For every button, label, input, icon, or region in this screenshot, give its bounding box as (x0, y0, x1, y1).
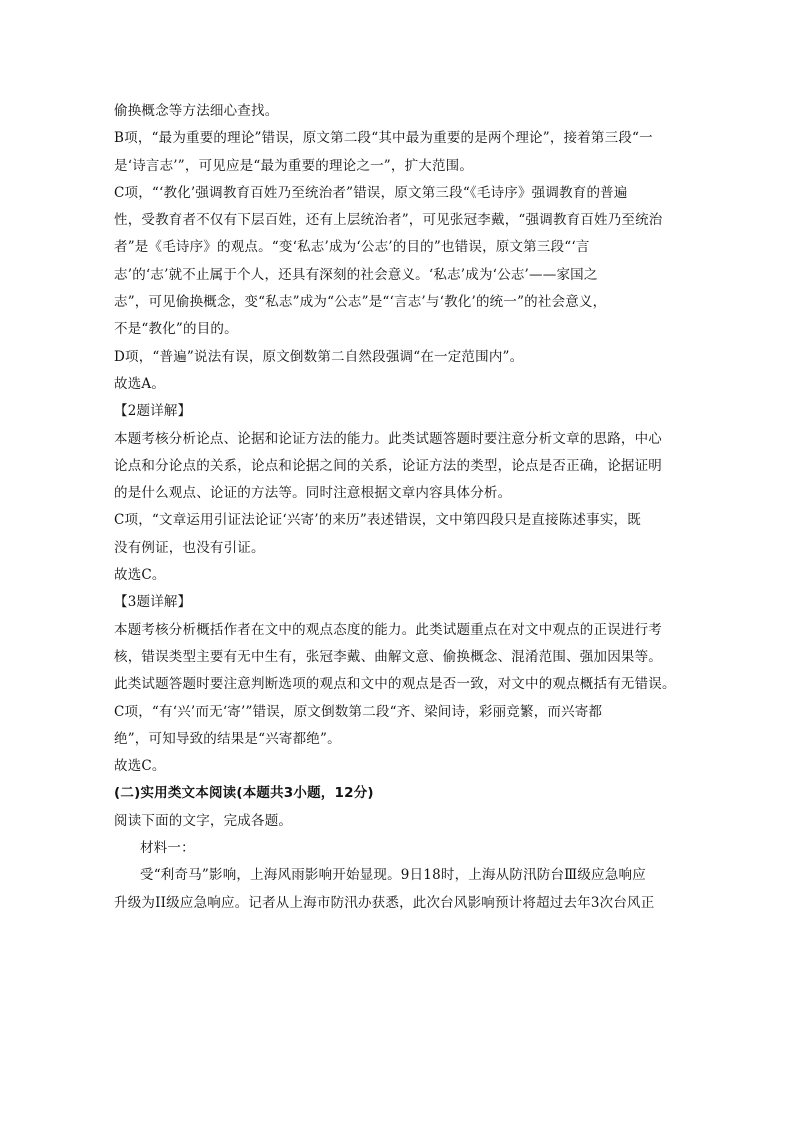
answer-line: 故选C。 (114, 758, 166, 775)
text-line: 不是“教化”的目的。 (114, 321, 238, 338)
instruction-line: 阅读下面的文字，完成各题。 (114, 812, 293, 829)
text-line: 此类试题答题时要注意判断选项的观点和文中的观点是否一致，对文中的观点概括有无错误。 (114, 676, 676, 693)
material-label: 材料一： (140, 840, 195, 857)
answer-line: 故选C。 (114, 567, 166, 584)
section-heading: 【2题详解】 (114, 403, 192, 420)
text-line: 受“利奇马”影响，上海风雨影响开始显现。9日18时，上海从防汛防台Ⅲ级应急响应 (140, 867, 646, 884)
section-heading: 【3题详解】 (114, 594, 192, 611)
text-line: 论点和分论点的关系，论点和论据之间的关系，论证方法的类型，论点是否正确，论据证明 (114, 457, 662, 474)
text-line: 升级为II级应急响应。记者从上海市防汛办获悉，此次台风影响预计将超过去年3次台风正 (114, 894, 655, 911)
text-line: 的是什么观点、论证的方法等。同时注意根据文章内容具体分析。 (114, 485, 512, 502)
part-heading: (二)实用类文本阅读(本题共3小题，12分) (114, 785, 374, 802)
text-line: D项，“普遍”说法有误，原文倒数第二自然段强调“在一定范围内”。 (114, 348, 524, 365)
text-line: 绝”，可知导致的结果是“兴寄都绝”。 (114, 730, 341, 747)
text-line: C项，“文章运用引证法论证‘兴寄’的来历”表述错误，文中第四段只是直接陈述事实，既 (114, 512, 641, 529)
text-line: 者”是《毛诗序》的观点。“变‘私志’成为‘公志’的目的”也错误，原文第三段“‘言 (114, 239, 590, 256)
text-line: 性，受教育者不仅有下层百姓，还有上层统治者”，可见张冠李戴，“强调教育百姓乃至统治 (114, 212, 663, 229)
answer-line: 故选A。 (114, 375, 166, 392)
text-line: 核，错误类型主要有无中生有，张冠李戴、曲解文意、偷换概念、混淆范围、强加因果等。 (114, 648, 662, 665)
text-line: B项，“最为重要的理论”错误，原文第二段“其中最为重要的是两个理论”，接着第三段“一 (114, 130, 653, 147)
text-line: 志”，可见偷换概念，变“私志”成为“公志”是“‘言志’与‘教化’的统一”的社会意义， (114, 294, 607, 311)
text-line: 本题考核分析论点、论据和论证方法的能力。此类试题答题时要注意分析文章的思路，中心 (114, 430, 662, 447)
text-line: 没有例证，也没有引证。 (114, 539, 265, 556)
text-line: 偷换概念等方法细心查找。 (114, 103, 279, 119)
text-line: 是‘诗言志’”，可见应是“最为重要的理论之一”，扩大范围。 (114, 157, 474, 174)
text-line: C项，“‘教化’强调教育百姓乃至统治者”错误，原文第三段“《毛诗序》强调教育的普遍 (114, 184, 628, 201)
text-line: 志’的‘志’就不止属于个人，还具有深刻的社会意义。‘私志’成为‘公志’——家国之 (114, 266, 598, 283)
text-line: 本题考核分析概括作者在文中的观点态度的能力。此类试题重点在对文中观点的正误进行考 (114, 621, 662, 638)
text-line: C项，“有‘兴’而无‘寄’”错误，原文倒数第二段“齐、梁间诗，彩丽竞繁，而兴寄都 (114, 703, 603, 720)
document-page (114, 98, 686, 917)
